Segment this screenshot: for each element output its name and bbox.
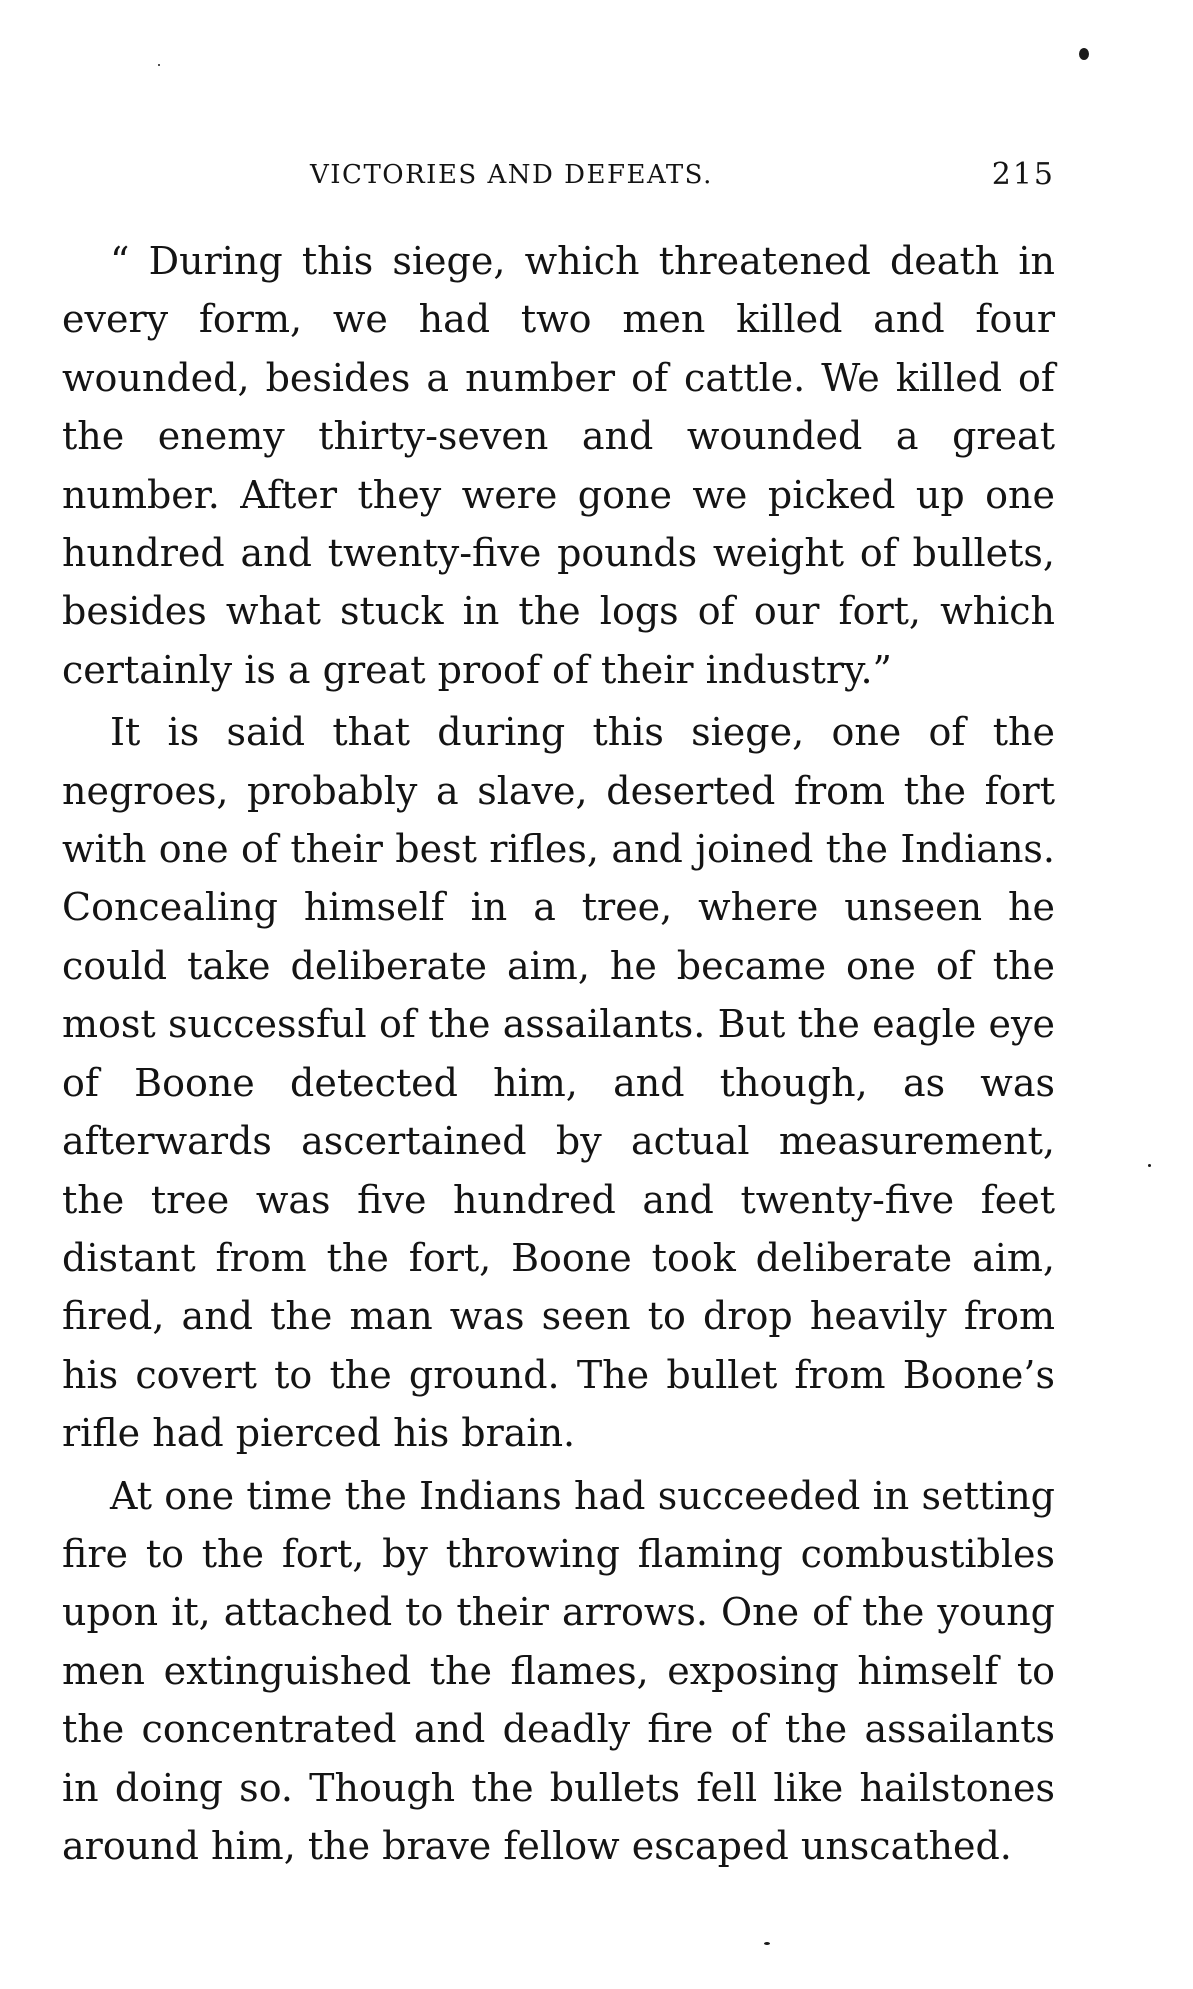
ink-speck [1148, 1164, 1151, 1167]
running-title: VICTORIES AND DEFEATS. [310, 160, 713, 190]
paragraph: At one time the Indians had succeeded in setting fire to the fort, by throwing flaming combustibles upon it, attached to their arrows. One of the young men extinguished the flames, exposing himself to the concentrated and deadly fire of the assailants in doing so. Though the bullets fell like hailstones around him, the brave fellow escaped unscathed. [62, 1473, 1055, 1868]
body-text [62, 232, 1055, 1875]
running-head [310, 157, 1055, 200]
ink-speck [158, 64, 160, 66]
ink-speck [764, 1942, 770, 1945]
paragraph: “ During this siege, which threatened death in every form, we had two men killed and four wounded, besides a number of cattle. We killed of the enemy thirty-seven and wounded a great number. After they were gone we picked up one hundred and twenty-five pounds weight of bullets, besides what stuck in the logs of our fort, which certainly is a great proof of their industry.” [62, 239, 1055, 692]
ink-speck [1079, 48, 1089, 60]
page-number: 215 [991, 157, 1055, 192]
paragraph: It is said that during this siege, one of the negroes, probably a slave, deserted from the fort with one of their best rifles, and joined the Indians. Concealing himself in a tree, where unseen he could take deliberate aim, he became one of the most successful of the assailants. But the eagle eye of Boone detected him, and though, as was afterwards ascertained by actual measurement, the tree was five hundred and twenty-five feet distant from the fort, Boone took deliberate aim, fired, and the man was seen to drop heavily from his covert to the ground. The bullet from Boone’s rifle had pierced his brain. [62, 710, 1055, 1456]
